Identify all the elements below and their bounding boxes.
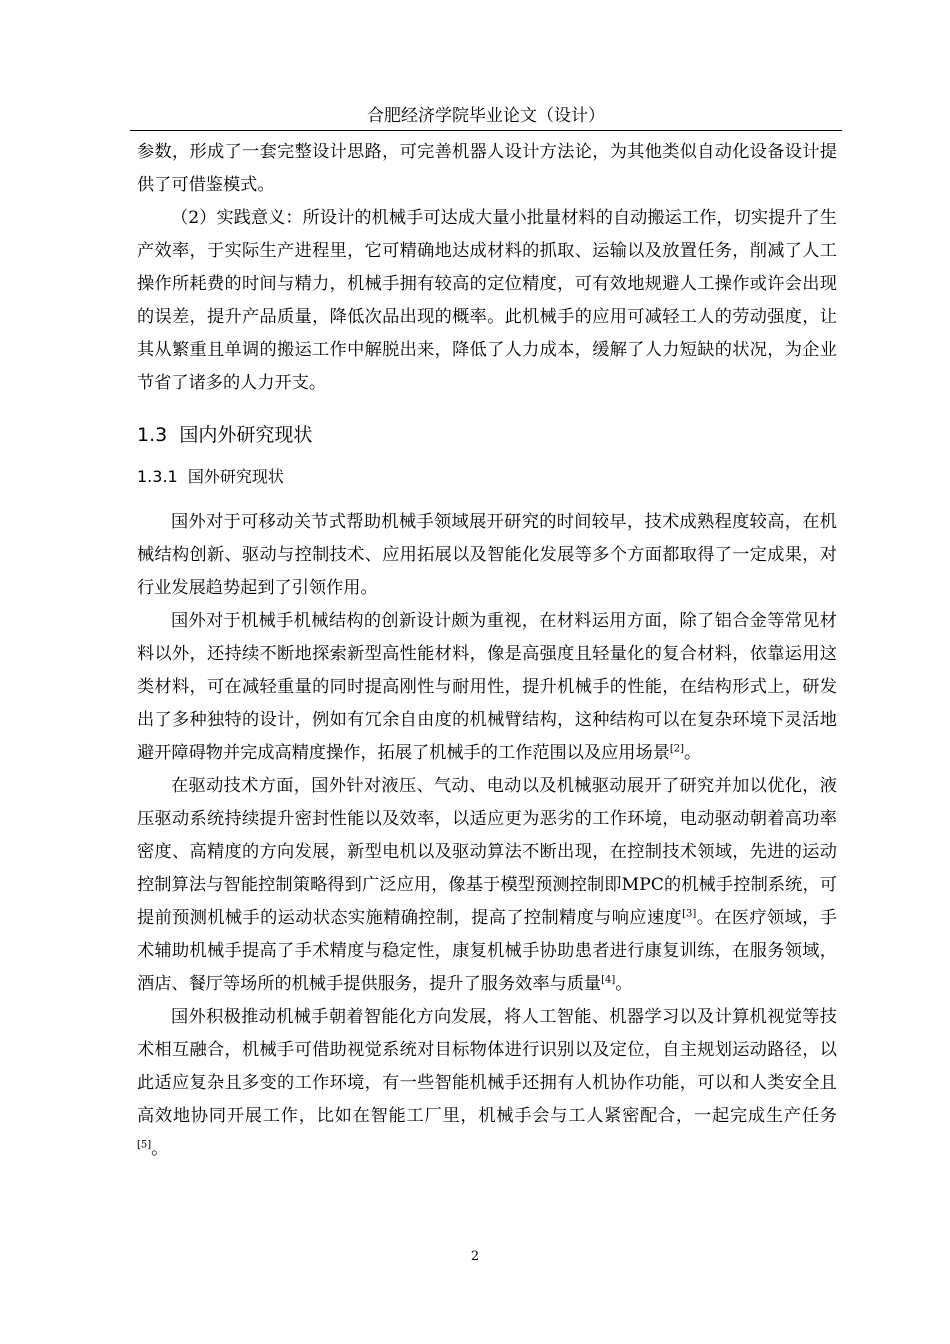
citation-4: [4] [601,974,616,986]
subsection-heading [137,464,837,490]
citation-5: [5] [137,1139,152,1151]
section-number: 1.3 [137,424,168,446]
continued-paragraph: 参数，形成了一套完整设计思路，可完善机器人设计方法论，为其他类似自动化设备设计提供了可借鉴模式。 [137,142,837,195]
paragraph-intelligence-text: 国外积极推动机械手朝着智能化方向发展，将人工智能、机器学习以及计算机视觉等技术相互融合，机械手可借助视觉系统对目标物体进行识别以及定位，自主规划运动路径，以此适应复杂且多变的工作环境，有一些智能机械手还拥有人机协作功能，可以和人类安全且高效地协同开展工作，比如在智能工厂里，机械手会与工人紧密配合，一起完成生产任务 [137,1007,837,1126]
paragraph-structure [137,605,837,770]
paragraph-drive-text-a: 在驱动技术方面，国外针对液压、气动、电动以及机械驱动展开了研究并加以优化，液压驱动系统持续提升密封性能以及效率，以适应更为恶劣的工作环境，电动驱动朝着高功率密度、高精度的方向发展，新型电机以及驱动算法不断出现，在控制技术领域，先进的运动控制算法与智能控制策略得到广泛应用，像基于模型预测控制即MPC的机械手控制系统，可提前预测机械手的运动状态实施精确控制，提高了控制精度与响应速度 [137,776,837,928]
page-body [137,136,837,1166]
subsection-title: 国外研究现状 [187,467,284,486]
section-heading [137,420,837,450]
punctuation: 。 [615,974,633,994]
paragraph-drive-control [137,770,837,1001]
paragraph-overview: 国外对于可移动关节式帮助机械手领域展开研究的时间较早，技术成熟程度较高，在机械结构创新、驱动与控制技术、应用拓展以及智能化发展等多个方面都取得了一定成果，对行业发展趋势起到了引领作用。 [137,512,837,598]
header-rule [130,130,842,131]
citation-2: [2] [669,743,684,755]
page-number: 2 [470,1249,480,1264]
paragraph-structure-text: 国外对于机械手机械结构的创新设计颇为重视，在材料运用方面，除了铝合金等常见材料以外，还持续不断地探索新型高性能材料，像是高强度且轻量化的复合材料，依靠运用这类材料，可在减轻重量的同时提高刚性与耐用性，提升机械手的性能，在结构形式上，研发出了多种独特的设计，例如有冗余自由度的机械臂结构，这种结构可以在复杂环境下灵活地避开障碍物并完成高精度操作，拓展了机械手的工作范围以及应用场景 [137,611,837,763]
punctuation: 。 [684,743,702,763]
paragraph-intelligence [137,1001,837,1166]
citation-3: [3] [682,908,697,920]
punctuation: 。 [151,1139,169,1159]
subsection-number: 1.3.1 [137,467,178,486]
practical-significance-paragraph: （2）实践意义：所设计的机械手可达成大量小批量材料的自动搬运工作，切实提升了生产效率，于实际生产进程里，它可精确地达成材料的抓取、运输以及放置任务，削减了人工操作所耗费的时间与精力，机械手拥有较高的定位精度，可有效地规避人工操作或许会出现的误差，提升产品质量，降低次品出现的概率。此机械手的应用可减轻工人的劳动强度，让其从繁重且单调的搬运工作中解脱出来，降低了人力成本，缓解了人力短缺的状况，为企业节省了诸多的人力开支。 [137,208,837,393]
section-title: 国内外研究现状 [179,424,313,446]
running-header: 合肥经济学院毕业论文（设计） [367,106,605,126]
paragraph-drive-text-b: 。在医疗领域，手术辅助机械手提高了手术精度与稳定性，康复机械手协助患者进行康复训练，在服务领域，酒店、餐厅等场所的机械手提供服务，提升了服务效率与质量 [137,908,837,994]
